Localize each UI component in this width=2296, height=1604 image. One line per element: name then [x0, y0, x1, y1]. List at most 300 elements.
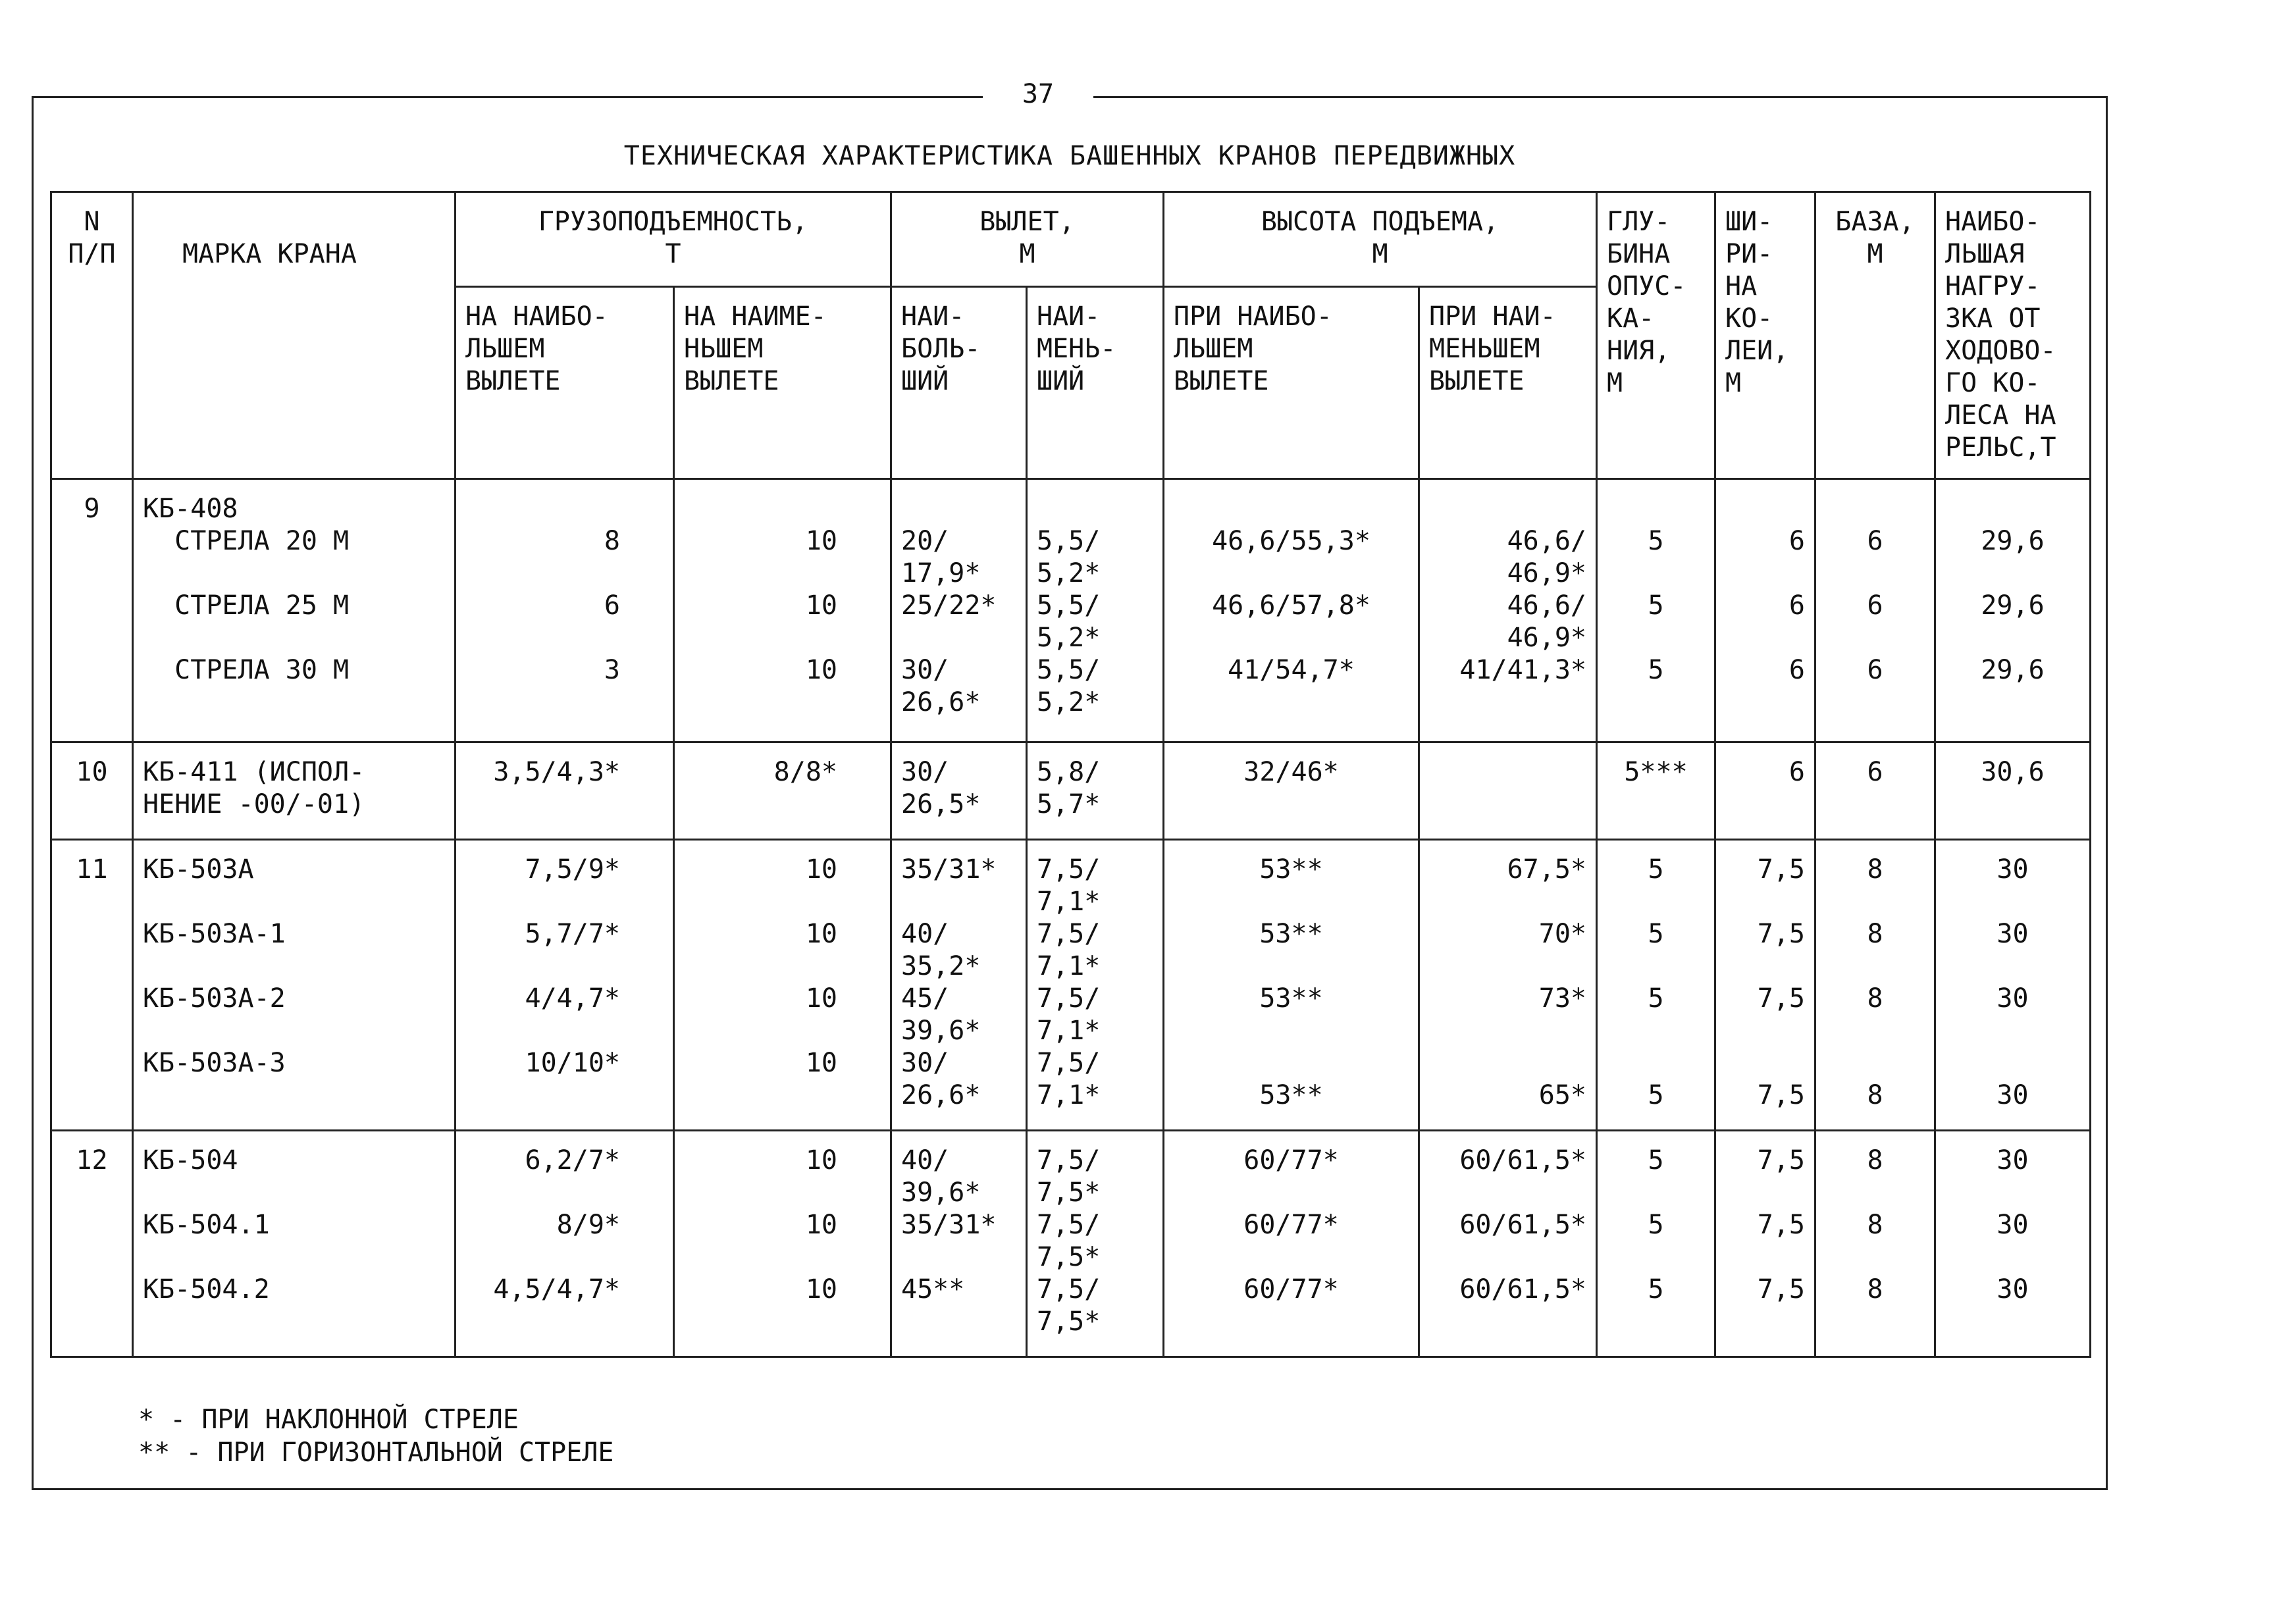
cell-line: 8/8*: [773, 757, 837, 787]
cell-line: КБ-503А-1: [143, 919, 286, 949]
header-height-max-reach: [1164, 287, 1419, 479]
cell-line: 5: [1648, 1210, 1664, 1240]
cell-line: НА: [1725, 271, 1758, 301]
cell-line: 10: [805, 1145, 837, 1176]
footnote-1: * - ПРИ НАКЛОННОЙ СТРЕЛЕ: [138, 1405, 519, 1435]
cell-line: 30,6: [1981, 757, 2045, 787]
cell-line: 4,5/4,7*: [493, 1274, 620, 1305]
cell-line: 40/: [901, 919, 949, 949]
cell-line: 10: [805, 983, 837, 1014]
cell-line: [143, 557, 445, 590]
cell-line: [465, 1241, 620, 1274]
cell-line: [143, 1241, 445, 1274]
cell-line: 30: [1996, 1145, 2029, 1176]
cell-line: 3: [604, 655, 620, 685]
cell-line: 39,6*: [901, 1177, 981, 1208]
cell-line: [1607, 1241, 1705, 1274]
header-brand: МАРКА КРАНА: [133, 192, 456, 479]
cell-line: ШИЙ: [1037, 366, 1085, 396]
cell-line: [1174, 686, 1409, 719]
cell-line: [1825, 1047, 1925, 1079]
footnotes: [138, 1403, 613, 1469]
cell-line: 39,6*: [901, 1016, 981, 1046]
cell-line: ВЫЛЕТЕ: [684, 366, 779, 396]
cell-line: 7,5: [1757, 1145, 1805, 1176]
cell-line: [1945, 1306, 2080, 1338]
cell-line: [1607, 1306, 1705, 1338]
cell-line: [1429, 789, 1586, 821]
cell-line: 53**: [1259, 919, 1323, 949]
cell-line: 30: [1996, 854, 2029, 885]
header-height: [1164, 192, 1597, 287]
cell-line: [1174, 493, 1409, 525]
cell-line: [1945, 886, 2080, 918]
cell-line: БАЗА,: [1835, 207, 1915, 237]
cell-line: 10: [805, 919, 837, 949]
cell-line: [143, 686, 445, 719]
table-row: [51, 479, 2091, 742]
table-row: [51, 1131, 2091, 1357]
cell-line: [1825, 886, 1925, 918]
cell-line: [1945, 789, 2080, 821]
cell-line: 8: [1867, 1145, 1883, 1176]
cell-line: 7,5/: [1037, 854, 1101, 885]
header-reach-max: [891, 287, 1027, 479]
cell-line: 5,2*: [1037, 687, 1101, 717]
cell-num: [51, 742, 133, 840]
cell-line: 8: [1867, 854, 1883, 885]
cell-line: КБ-503А: [143, 854, 254, 885]
cell-load: [1935, 1131, 2091, 1357]
spec-table: [50, 191, 2091, 1358]
cell-line: ВЫЛЕТ,: [979, 207, 1075, 237]
cell-line: 7,5/9*: [525, 854, 620, 885]
cell-line: КБ-504.2: [143, 1274, 270, 1305]
cell-cap-min: [674, 479, 891, 742]
cell-depth: [1597, 742, 1715, 840]
cell-line: [1174, 1177, 1409, 1209]
cell-line: [1725, 1306, 1805, 1338]
cell-line: [1429, 493, 1586, 525]
cell-line: 8: [604, 526, 620, 556]
cell-line: ЛЬШАЯ: [1945, 239, 2025, 269]
cell-line: СТРЕЛА 20 М: [143, 526, 350, 556]
cell-line: [1174, 950, 1409, 983]
cell-h-min: [1419, 1131, 1597, 1357]
cell-depth: [1597, 479, 1715, 742]
cell-line: 29,6: [1981, 590, 2045, 621]
header-reach: [891, 192, 1164, 287]
cell-line: [1607, 1177, 1705, 1209]
cell-line: 7,5: [1757, 1080, 1805, 1110]
cell-h-min: [1419, 840, 1597, 1131]
cell-line: ОПУС-: [1607, 271, 1686, 301]
cell-line: 60/77*: [1243, 1210, 1339, 1240]
cell-gauge: [1715, 1131, 1815, 1357]
cell-line: 7,1*: [1037, 951, 1101, 981]
cell-base: [1815, 840, 1935, 1131]
page-number: 37: [0, 78, 2076, 111]
cell-cap-max: [456, 1131, 674, 1357]
cell-line: П/П: [68, 239, 116, 269]
cell-line: 7,5: [1757, 1274, 1805, 1305]
cell-line: М: [1607, 368, 1623, 398]
cell-brand: [133, 840, 456, 1131]
cell-line: 26,5*: [901, 789, 981, 819]
cell-line: РИ-: [1725, 239, 1773, 269]
cell-line: 5: [1648, 1145, 1664, 1176]
cell-line: КБ-504.1: [143, 1210, 270, 1240]
cell-line: 8: [1867, 1080, 1883, 1110]
cell-line: 7,5*: [1037, 1306, 1101, 1337]
cell-line: [1174, 789, 1409, 821]
cell-line: МЕНЬ-: [1037, 334, 1116, 364]
cell-line: 46,6/: [1507, 590, 1586, 621]
cell-line: 20/: [901, 526, 949, 556]
cell-line: [1725, 789, 1805, 821]
cell-line: СТРЕЛА 25 М: [143, 590, 350, 621]
cell-line: 7,1*: [1037, 1080, 1101, 1110]
cell-line: [1429, 1015, 1586, 1047]
cell-line: 41/41,3*: [1459, 655, 1586, 685]
cell-line: 26,6*: [901, 1080, 981, 1110]
cell-cap-min: [674, 840, 891, 1131]
cell-line: [1825, 686, 1925, 719]
cell-depth: [1597, 840, 1715, 1131]
cell-line: [1429, 1306, 1586, 1338]
cell-line: [465, 557, 620, 590]
cell-load: [1935, 742, 2091, 840]
cell-line: [1174, 1306, 1409, 1338]
cell-line: 35/31*: [901, 854, 997, 885]
cell-h-max: [1164, 1131, 1419, 1357]
cell-line: СТРЕЛА 30 М: [143, 655, 350, 685]
cell-line: [901, 1306, 1016, 1338]
cell-line: [1429, 950, 1586, 983]
cell-line: 10: [805, 854, 837, 885]
cell-line: [1825, 493, 1925, 525]
cell-line: 45/: [901, 983, 949, 1014]
cell-line: [465, 1079, 620, 1112]
cell-line: 46,9*: [1507, 558, 1586, 588]
cell-line: 7,5: [1757, 1210, 1805, 1240]
cell-line: 10: [805, 1274, 837, 1305]
cell-line: [684, 789, 837, 821]
cell-h-min: [1419, 479, 1597, 742]
cell-line: 32/46*: [1243, 757, 1339, 787]
cell-line: [465, 493, 620, 525]
cell-line: ПРИ НАИ-: [1429, 301, 1556, 332]
cell-line: [1607, 789, 1705, 821]
cell-line: [1607, 622, 1705, 654]
cell-line: [1825, 950, 1925, 983]
cell-line: 30/: [901, 757, 949, 787]
cell-line: [143, 1079, 445, 1112]
cell-line: ВЫЛЕТЕ: [1429, 366, 1525, 396]
cell-depth: [1597, 1131, 1715, 1357]
cell-cap-max: [456, 840, 674, 1131]
cell-line: [1429, 886, 1586, 918]
cell-reach-max: [891, 840, 1027, 1131]
cell-line: 46,6/57,8*: [1212, 590, 1370, 621]
cell-line: КО-: [1725, 303, 1773, 334]
cell-line: [684, 950, 837, 983]
cell-line: [1725, 886, 1805, 918]
cell-line: 5: [1648, 1080, 1664, 1110]
cell-line: М: [1019, 239, 1035, 269]
cell-h-max: [1164, 479, 1419, 742]
header-reach-min: [1027, 287, 1164, 479]
cell-line: 60/61,5*: [1459, 1145, 1586, 1176]
cell-line: [465, 1306, 620, 1338]
cell-h-min: [1419, 742, 1597, 840]
cell-line: [1725, 493, 1805, 525]
cell-line: ЛЬШЕМ: [1174, 334, 1253, 364]
cell-line: 6: [1867, 757, 1883, 787]
cell-line: [143, 1306, 445, 1338]
header-capacity: [456, 192, 891, 287]
cell-line: 7,5/: [1037, 919, 1101, 949]
cell-num: [51, 1131, 133, 1357]
cell-line: 70*: [1538, 919, 1586, 949]
cell-line: 7,5/: [1037, 1274, 1101, 1305]
cell-line: [1607, 886, 1705, 918]
cell-line: [1174, 1241, 1409, 1274]
cell-line: 3,5/4,3*: [493, 757, 620, 787]
cell-line: 30: [1996, 919, 2029, 949]
table-title: ТЕХНИЧЕСКАЯ ХАРАКТЕРИСТИКА БАШЕННЫХ КРАНОВ ПЕРЕДВИЖНЫХ: [623, 141, 1516, 171]
cell-load: [1935, 840, 2091, 1131]
cell-line: [143, 886, 445, 918]
cell-gauge: [1715, 742, 1815, 840]
cell-line: [1945, 1241, 2080, 1274]
cell-line: 7,5/: [1037, 1048, 1101, 1078]
cell-line: 30: [1996, 983, 2029, 1014]
cell-line: 6: [1788, 590, 1805, 621]
cell-line: 5,2*: [1037, 558, 1101, 588]
cell-line: НАГРУ-: [1945, 271, 2041, 301]
row-number: 10: [76, 757, 108, 787]
cell-line: 8: [1867, 1210, 1883, 1240]
cell-line: [1945, 557, 2080, 590]
cell-line: [1945, 493, 2080, 525]
cell-line: 5: [1648, 526, 1664, 556]
cell-line: 53**: [1259, 1080, 1323, 1110]
cell-line: ВЫЛЕТЕ: [1174, 366, 1269, 396]
cell-line: НА НАИМЕ-: [684, 301, 827, 332]
header-base: [1815, 192, 1935, 479]
cell-line: НАИ-: [901, 301, 965, 332]
cell-line: [143, 950, 445, 983]
cell-line: [1607, 1015, 1705, 1047]
cell-line: [1945, 622, 2080, 654]
cell-line: [1174, 557, 1409, 590]
cell-line: ГЛУ-: [1607, 207, 1671, 237]
cell-line: 5,7/7*: [525, 919, 620, 949]
cell-line: [684, 622, 837, 654]
cell-line: [465, 950, 620, 983]
cell-line: 7,5*: [1037, 1242, 1101, 1272]
cell-line: [1825, 1306, 1925, 1338]
header-depth: [1597, 192, 1715, 479]
cell-line: [1429, 1047, 1586, 1079]
cell-line: ЛЬШЕМ: [465, 334, 545, 364]
cell-line: 60/61,5*: [1459, 1274, 1586, 1305]
cell-line: 53**: [1259, 854, 1323, 885]
header-capacity-max-reach: [456, 287, 674, 479]
cell-line: 7,5*: [1037, 1177, 1101, 1208]
cell-line: [143, 1015, 445, 1047]
cell-line: ГРУЗОПОДЪЕМНОСТЬ,: [538, 207, 808, 237]
cell-line: [1945, 1177, 2080, 1209]
cell-h-max: [1164, 742, 1419, 840]
cell-line: М: [1372, 239, 1388, 269]
cell-line: [1607, 950, 1705, 983]
cell-cap-min: [674, 1131, 891, 1357]
header-wheel-load: [1935, 192, 2091, 479]
cell-line: 60/77*: [1243, 1145, 1339, 1176]
cell-line: [1725, 1015, 1805, 1047]
cell-line: ВЫСОТА ПОДЪЕМА,: [1261, 207, 1500, 237]
cell-line: [1945, 950, 2080, 983]
cell-line: 46,6/55,3*: [1212, 526, 1370, 556]
cell-line: [143, 622, 445, 654]
cell-brand: [133, 479, 456, 742]
cell-line: [1174, 1047, 1409, 1079]
cell-line: 5: [1648, 655, 1664, 685]
cell-cap-min: [674, 742, 891, 840]
cell-line: 8/9*: [556, 1210, 620, 1240]
cell-line: 73*: [1538, 983, 1586, 1014]
cell-line: [1725, 950, 1805, 983]
row-number: 12: [76, 1145, 108, 1176]
cell-line: МЕНЬШЕМ: [1429, 334, 1540, 364]
cell-num: [51, 479, 133, 742]
cell-line: НЕНИЕ -00/-01): [143, 789, 365, 819]
cell-line: НА НАИБО-: [465, 301, 608, 332]
cell-line: 40/: [901, 1145, 949, 1176]
cell-reach-max: [891, 1131, 1027, 1357]
cell-line: ХОДОВО-: [1945, 336, 2056, 366]
cell-line: N: [84, 207, 100, 237]
cell-line: 7,5/: [1037, 1210, 1101, 1240]
cell-line: ЛЕСА НА: [1945, 400, 2056, 430]
header-capacity-min-reach: [674, 287, 891, 479]
cell-line: [901, 493, 1016, 525]
cell-load: [1935, 479, 2091, 742]
cell-line: 65*: [1538, 1080, 1586, 1110]
cell-line: [1945, 1047, 2080, 1079]
cell-line: [1037, 493, 1153, 525]
cell-line: ГО КО-: [1945, 368, 2041, 398]
cell-line: [1174, 622, 1409, 654]
cell-line: [1429, 686, 1586, 719]
cell-line: 10: [805, 655, 837, 685]
cell-line: [684, 886, 837, 918]
cell-line: 5,5/: [1037, 655, 1101, 685]
cell-line: Т: [665, 239, 681, 269]
cell-line: БИНА: [1607, 239, 1671, 269]
cell-brand: [133, 742, 456, 840]
cell-line: БОЛЬ-: [901, 334, 981, 364]
cell-line: 25/22*: [901, 590, 997, 621]
cell-base: [1815, 479, 1935, 742]
cell-h-max: [1164, 840, 1419, 1131]
cell-line: 6: [1788, 655, 1805, 685]
cell-line: 5: [1648, 1274, 1664, 1305]
cell-line: [1725, 622, 1805, 654]
cell-line: 5: [1648, 590, 1664, 621]
cell-line: 7,5: [1757, 854, 1805, 885]
cell-line: [1945, 686, 2080, 719]
cell-line: 6,2/7*: [525, 1145, 620, 1176]
cell-line: 30: [1996, 1080, 2029, 1110]
cell-line: 5***: [1624, 757, 1688, 787]
cell-brand: [133, 1131, 456, 1357]
cell-line: [901, 622, 1016, 654]
cell-line: [1174, 1015, 1409, 1047]
cell-line: [143, 1177, 445, 1209]
cell-line: 46,6/: [1507, 526, 1586, 556]
cell-line: ШИЙ: [901, 366, 949, 396]
cell-line: КБ-504: [143, 1145, 238, 1176]
cell-line: [1725, 557, 1805, 590]
cell-line: 60/61,5*: [1459, 1210, 1586, 1240]
cell-line: ПРИ НАИБО-: [1174, 301, 1332, 332]
cell-line: 7,5/: [1037, 983, 1101, 1014]
cell-line: [684, 1177, 837, 1209]
cell-line: НИЯ,: [1607, 336, 1671, 366]
cell-line: КА-: [1607, 303, 1655, 334]
cell-line: 7,5: [1757, 919, 1805, 949]
cell-line: НАИБО-: [1945, 207, 2041, 237]
cell-line: [465, 789, 620, 821]
cell-line: 7,1*: [1037, 887, 1101, 917]
cell-line: [1725, 1241, 1805, 1274]
cell-line: [901, 886, 1016, 918]
cell-reach-min: [1027, 479, 1164, 742]
cell-line: КБ-503А-2: [143, 983, 286, 1014]
cell-line: 6: [1867, 655, 1883, 685]
cell-gauge: [1715, 840, 1815, 1131]
cell-line: 6: [1867, 526, 1883, 556]
cell-line: 30: [1996, 1210, 2029, 1240]
cell-line: 5,8/: [1037, 757, 1101, 787]
cell-line: КБ-411 (ИСПОЛ-: [143, 757, 365, 787]
cell-line: [1725, 1047, 1805, 1079]
cell-line: 10: [805, 1210, 837, 1240]
cell-line: 10/10*: [525, 1048, 620, 1078]
cell-line: [684, 1306, 837, 1338]
cell-line: 7,5/: [1037, 1145, 1101, 1176]
cell-line: [1607, 1047, 1705, 1079]
cell-line: [1607, 686, 1705, 719]
cell-line: ВЫЛЕТЕ: [465, 366, 561, 396]
cell-line: 46,9*: [1507, 623, 1586, 653]
cell-line: 8: [1867, 919, 1883, 949]
cell-line: 41/54,7*: [1228, 655, 1355, 685]
cell-line: 8: [1867, 1274, 1883, 1305]
cell-line: [684, 1015, 837, 1047]
table-row: [51, 840, 2091, 1131]
cell-line: 5,5/: [1037, 590, 1101, 621]
cell-line: [1174, 886, 1409, 918]
cell-line: ЛЕИ,: [1725, 336, 1789, 366]
cell-line: 29,6: [1981, 526, 2045, 556]
cell-base: [1815, 1131, 1935, 1357]
cell-line: 30/: [901, 655, 949, 685]
cell-line: РЕЛЬС,Т: [1945, 432, 2056, 463]
